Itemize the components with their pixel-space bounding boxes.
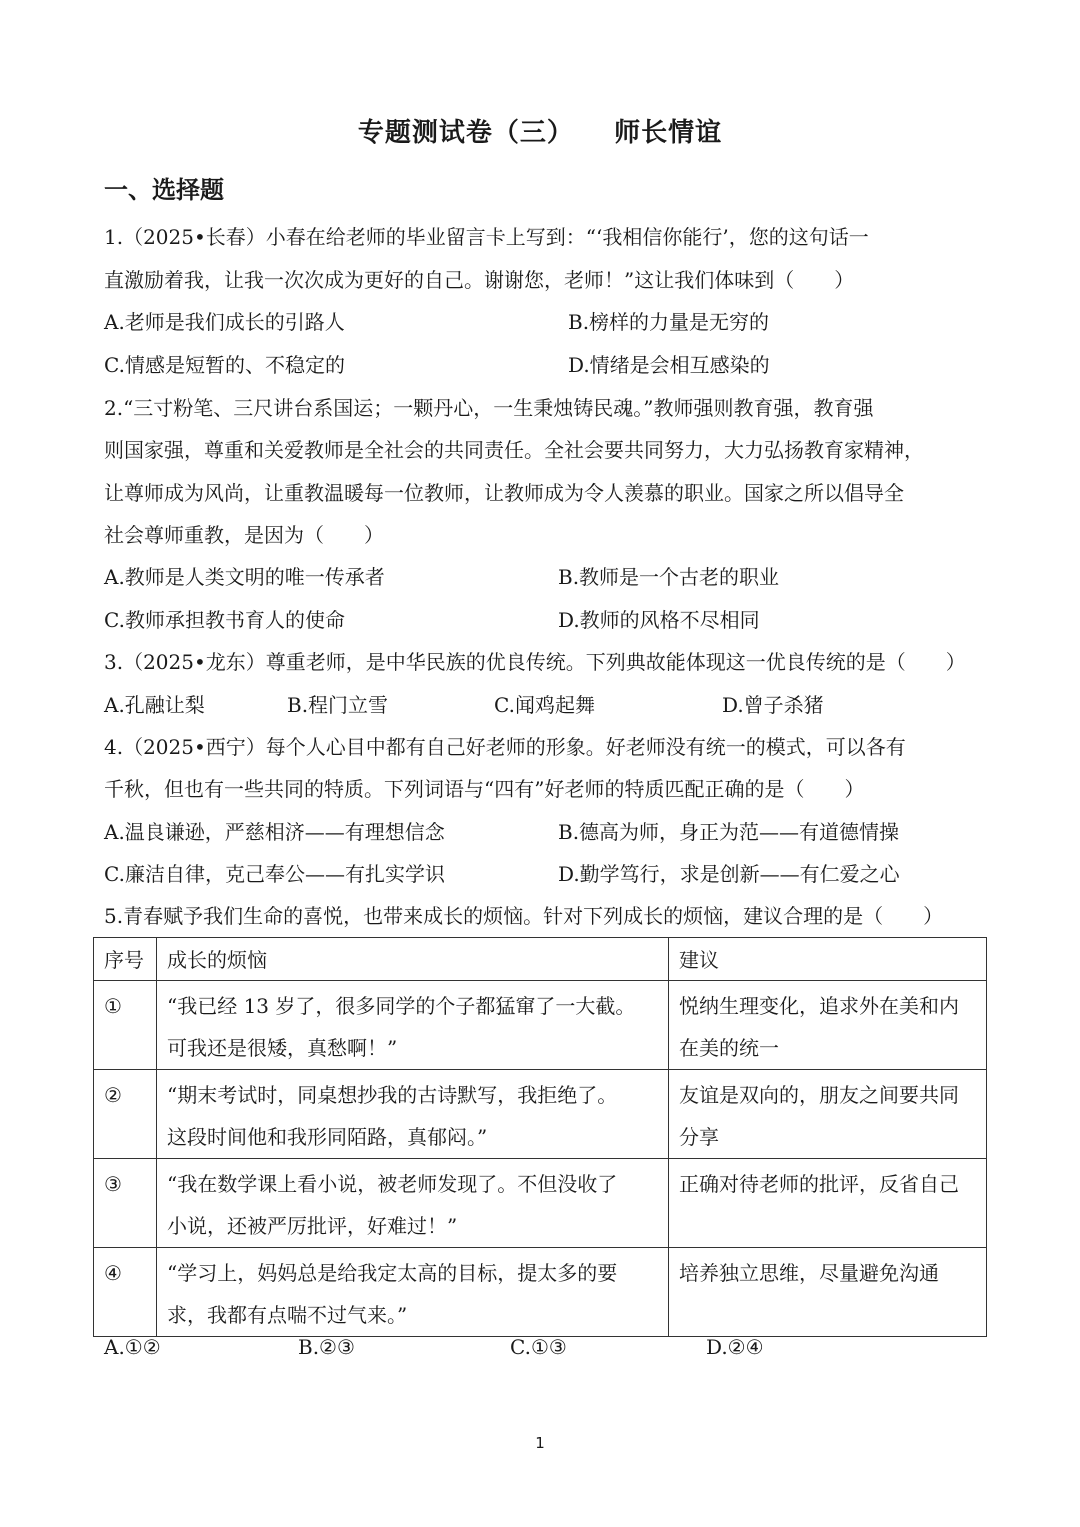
row-advice-line: 悦纳生理变化，追求外在美和内 bbox=[679, 994, 959, 1018]
question-4-line-2: 千秋，但也有一些共同的特质。下列词语与“四有”好老师的特质匹配正确的是（ ） bbox=[104, 777, 865, 801]
row-advice-line: 在美的统一 bbox=[679, 1036, 779, 1060]
question-5-option-c: C.①③ bbox=[510, 1335, 567, 1359]
row-worry-line: “学习上，妈妈总是给我定太高的目标，提太多的要 bbox=[167, 1261, 618, 1285]
row-advice-line: 正确对待老师的批评，反省自己 bbox=[679, 1172, 959, 1196]
row-advice bbox=[669, 1248, 987, 1337]
question-3-option-d: D.曾子杀猪 bbox=[722, 693, 824, 717]
row-worry-line: “期末考试时，同桌想抄我的古诗默写，我拒绝了。 bbox=[167, 1083, 618, 1107]
table-row bbox=[94, 1070, 987, 1159]
table-header-number: 序号 bbox=[94, 938, 157, 981]
question-5-option-d: D.②④ bbox=[706, 1335, 764, 1359]
question-3-option-a: A.孔融让梨 bbox=[104, 693, 205, 717]
question-3-option-b: B.程门立雪 bbox=[287, 693, 389, 717]
question-2-option-c: C.教师承担教书育人的使命 bbox=[104, 608, 345, 632]
question-1-line-1: 1.（2025•长春）小春在给老师的毕业留言卡上写到：“‘我相信你能行’，您的这句话一 bbox=[104, 225, 869, 249]
question-3-line-1: 3.（2025•龙东）尊重老师，是中华民族的优良传统。下列典故能体现这一优良传统的是（ ） bbox=[104, 650, 966, 674]
row-number: ④ bbox=[94, 1248, 157, 1337]
page-title: 专题测试卷（三） 师长情谊 bbox=[357, 118, 723, 148]
row-number: ② bbox=[94, 1070, 157, 1159]
row-worry bbox=[157, 1159, 669, 1248]
question-3-option-c: C.闻鸡起舞 bbox=[494, 693, 595, 717]
question-2-option-d: D.教师的风格不尽相同 bbox=[558, 608, 760, 632]
question-2-option-a: A.教师是人类文明的唯一传承者 bbox=[104, 565, 385, 589]
row-advice-line: 友谊是双向的，朋友之间要共同 bbox=[679, 1083, 959, 1107]
table-header-worry: 成长的烦恼 bbox=[157, 938, 669, 981]
table-header-row bbox=[94, 938, 987, 981]
question-2-option-b: B.教师是一个古老的职业 bbox=[558, 565, 780, 589]
question-4-option-b: B.德高为师，身正为范——有道德情操 bbox=[558, 820, 900, 844]
table-row bbox=[94, 981, 987, 1070]
table-row bbox=[94, 1248, 987, 1337]
row-worry-line: 求，我都有点喘不过气来。” bbox=[167, 1303, 408, 1327]
row-worry bbox=[157, 981, 669, 1070]
question-2-line-3: 让尊师成为风尚，让重教温暖每一位教师，让教师成为令人羡慕的职业。国家之所以倡导全 bbox=[104, 481, 904, 505]
table-row bbox=[94, 1159, 987, 1248]
row-advice bbox=[669, 981, 987, 1070]
row-number: ① bbox=[94, 981, 157, 1070]
question-2-line-2: 则国家强，尊重和关爱教师是全社会的共同责任。全社会要共同努力，大力弘扬教育家精神， bbox=[104, 438, 924, 462]
question-4-line-1: 4.（2025•西宁）每个人心目中都有自己好老师的形象。好老师没有统一的模式，可以各有 bbox=[104, 735, 906, 759]
row-advice bbox=[669, 1159, 987, 1248]
growth-worries-table bbox=[93, 937, 987, 1337]
table-header-advice: 建议 bbox=[669, 938, 987, 981]
row-advice-line: 分享 bbox=[679, 1125, 719, 1149]
row-worry-line: 这段时间他和我形同陌路，真郁闷。” bbox=[167, 1125, 488, 1149]
row-advice-line: 培养独立思维，尽量避免沟通 bbox=[679, 1261, 939, 1285]
row-advice bbox=[669, 1070, 987, 1159]
question-1-option-d: D.情绪是会相互感染的 bbox=[568, 353, 770, 377]
section-heading: 一、选择题 bbox=[104, 176, 224, 204]
row-worry-line: “我在数学课上看小说，被老师发现了。不但没收了 bbox=[167, 1172, 618, 1196]
row-worry-line: 小说，还被严厉批评，好难过！” bbox=[167, 1214, 458, 1238]
question-5-option-b: B.②③ bbox=[298, 1335, 355, 1359]
question-5-option-a: A.①② bbox=[104, 1335, 161, 1359]
question-2-line-4: 社会尊师重教，是因为（ ） bbox=[104, 523, 384, 547]
question-5-line-1: 5.青春赋予我们生命的喜悦，也带来成长的烦恼。针对下列成长的烦恼，建议合理的是（ ） bbox=[104, 904, 944, 928]
row-worry bbox=[157, 1070, 669, 1159]
question-4-option-a: A.温良谦逊，严慈相济——有理想信念 bbox=[104, 820, 445, 844]
question-1-line-2: 直激励着我，让我一次次成为更好的自己。谢谢您，老师！”这让我们体味到（ ） bbox=[104, 268, 855, 292]
question-4-option-d: D.勤学笃行，求是创新——有仁爱之心 bbox=[558, 862, 900, 886]
page-number: 1 bbox=[535, 1434, 545, 1452]
row-worry-line: 可我还是很矮，真愁啊！” bbox=[167, 1036, 398, 1060]
question-1-option-c: C.情感是短暂的、不稳定的 bbox=[104, 353, 345, 377]
row-number: ③ bbox=[94, 1159, 157, 1248]
row-worry-line: “我已经 13 岁了，很多同学的个子都猛窜了一大截。 bbox=[167, 994, 636, 1018]
question-1-option-a: A.老师是我们成长的引路人 bbox=[104, 310, 345, 334]
question-1-option-b: B.榜样的力量是无穷的 bbox=[568, 310, 770, 334]
question-4-option-c: C.廉洁自律，克己奉公——有扎实学识 bbox=[104, 862, 445, 886]
question-2-line-1: 2.“三寸粉笔、三尺讲台系国运；一颗丹心，一生秉烛铸民魂。”教师强则教育强，教育强 bbox=[104, 396, 874, 420]
row-worry bbox=[157, 1248, 669, 1337]
